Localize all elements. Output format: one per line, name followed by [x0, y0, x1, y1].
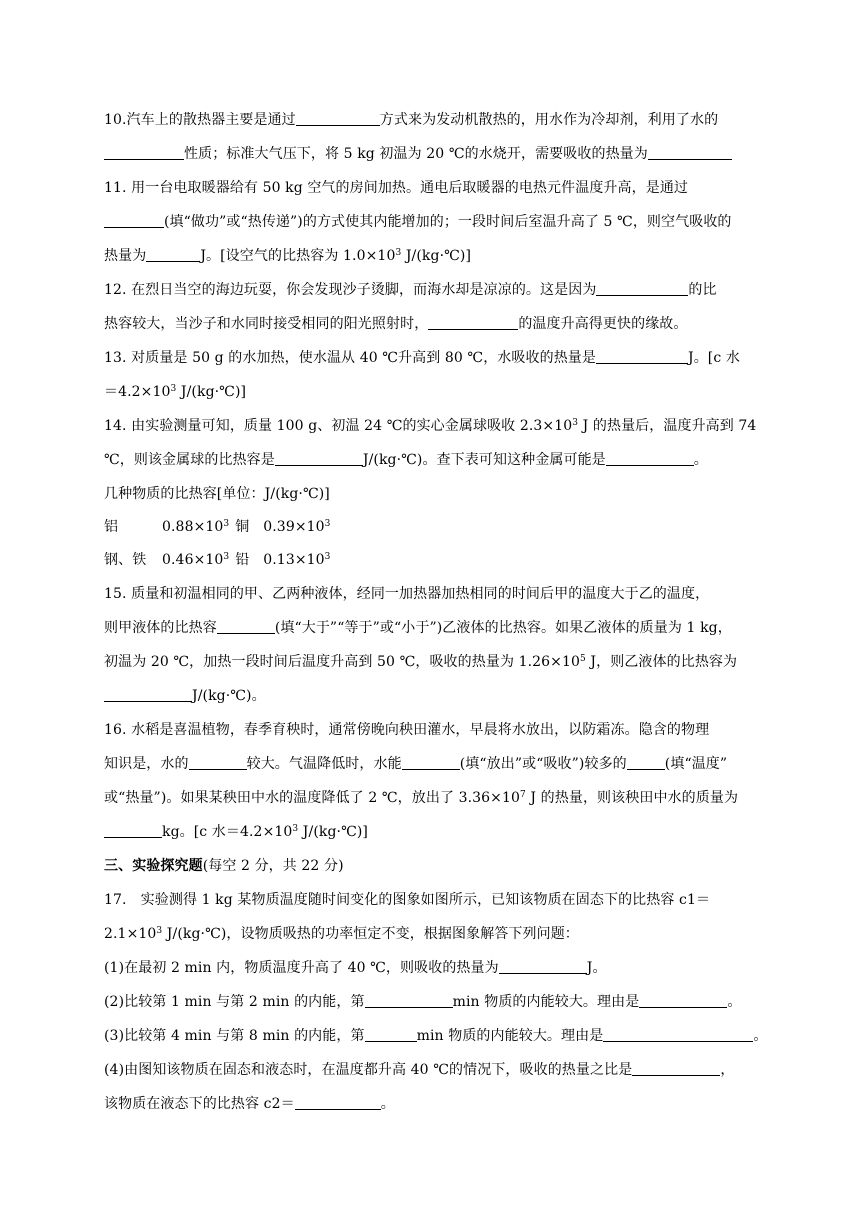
q16-text-c2: J 的热量，则该秧田中水的质量为	[525, 790, 739, 806]
q16-blank-4[interactable]	[104, 823, 162, 838]
q17-p1-text: (1)在最初 2 min 内，物质温度升高了 40 ℃，则吸收的热量为	[104, 960, 499, 976]
q14-blank-2[interactable]	[606, 451, 694, 466]
q15-line-4	[104, 687, 266, 705]
q11-text-b: (填“做功”或“热传递”)的方式使其内能增加的；一段时间后室温升高了 5 ℃，则空气吸收的	[164, 214, 732, 230]
q16-line-2	[104, 755, 727, 773]
q17-part-4	[104, 1061, 734, 1079]
table-value: 0.88×10	[162, 519, 224, 535]
q10-blank-1[interactable]	[296, 111, 380, 126]
q17-p3-text-a: (3)比较第 4 min 与第 8 min 的内能，第	[104, 1028, 365, 1044]
section-3-heading	[104, 857, 344, 875]
q17-part-1	[104, 959, 607, 977]
q15-line-2	[104, 619, 732, 637]
q10-line-2	[104, 145, 732, 163]
q12-text-a2: 的比	[688, 282, 717, 298]
q12-text-a1: 12. 在烈日当空的海边玩耍，你会发现沙子烫脚，而海水却是凉凉的。这是因为	[104, 282, 597, 298]
q15-blank-1[interactable]	[217, 619, 275, 634]
q17-blank-5[interactable]	[603, 1027, 753, 1042]
q15-text-c1: 初温为 20 ℃，加热一段时间后温度升高到 50 ℃，吸收的热量为 1.26×10	[104, 654, 581, 670]
q16-line-4	[104, 823, 368, 841]
q13-line-1	[104, 349, 740, 367]
q13-text-a1: 13. 对质量是 50 g 的水加热，使水温从 40 ℃升高到 80 ℃，水吸收的热量是	[104, 350, 596, 366]
table-material: 铅	[235, 552, 250, 568]
q15-text-b1: 则甲液体的比热容	[104, 620, 217, 636]
section-title: 三、实验探究题	[104, 858, 203, 874]
q16-text-a: 16. 水稻是喜温植物，春季育秧时，通常傍晚向秧田灌水，早晨将水放出，以防霜冻。隐含的物理	[104, 722, 710, 738]
q17-p3-text-b: min 物质的内能较大。理由是	[416, 1028, 604, 1044]
q14-table-title	[104, 485, 330, 503]
q14-text-a1: 14. 由实验测量可知，质量 100 g、初温 24 ℃的实心金属球吸收 2.3×10	[104, 418, 573, 434]
q17-part-5	[104, 1095, 395, 1113]
q17-text-b2: J/(kg·℃)，设物质吸热的功率恒定不变，根据图象解答下列问题：	[162, 926, 579, 942]
q17-p2-text-c: 。	[727, 994, 742, 1010]
q11-line-2	[104, 213, 732, 231]
q10-text-c: 性质；标准大气压下，将 5 kg 初温为 20 ℃的水烧开，需要吸收的热量为	[184, 146, 648, 162]
q10-blank-3[interactable]	[648, 145, 732, 160]
q11-text-c3: J/(kg·℃)]	[401, 248, 472, 264]
q11-text-c1: 热量为	[104, 248, 147, 264]
q14-exp: 3	[572, 418, 579, 428]
q17-blank-6[interactable]	[632, 1061, 720, 1076]
table-material: 钢、铁	[104, 552, 147, 568]
q14-text-a2: J 的热量后，温度升高到 74	[578, 418, 757, 434]
q15-line-3	[104, 653, 737, 671]
q17-p4-text-a: (4)由图知该物质在固态和液态时，在温度都升高 40 ℃的情况下，吸收的热量之比是	[104, 1062, 633, 1078]
q10-blank-2[interactable]	[104, 145, 184, 160]
q15-text-b2: (填“大于”“等于”或“小于”)乙液体的比热容。如果乙液体的质量为 1 kg，	[274, 620, 732, 636]
q15-blank-2[interactable]	[104, 687, 192, 702]
q16-exp: 7	[520, 790, 526, 800]
q17-line-1	[104, 891, 710, 909]
q16-text-b2: 较大。气温降低时，水能	[246, 756, 402, 772]
section-note: (每空 2 分，共 22 分)	[202, 858, 344, 874]
q16-text-c1: 或“热量”)。如果某秧田中水的温度降低了 2 ℃，放出了 3.36×10	[104, 790, 521, 806]
q12-line-1	[104, 281, 717, 299]
q16-blank-1[interactable]	[189, 755, 247, 770]
q13-blank-1[interactable]	[596, 349, 688, 364]
table-exp: 3	[223, 552, 230, 562]
table-exp: 3	[324, 552, 331, 562]
q12-text-b1: 热容较大，当沙子和水同时接受相同的阳光照射时，	[104, 316, 429, 332]
q17-part-2	[104, 993, 741, 1011]
q13-text-b2: J/(kg·℃)]	[176, 384, 247, 400]
q17-blank-3[interactable]	[639, 993, 727, 1008]
q11-text-a: 11. 用一台电取暖器给有 50 kg 空气的房间加热。通电后取暖器的电热元件温度升高，是通过	[104, 180, 689, 196]
q17-blank-1[interactable]	[499, 959, 587, 974]
q13-exp: 3	[170, 384, 177, 394]
q13-text-b1: ＝4.2×10	[104, 384, 171, 400]
q16-line-3	[104, 789, 738, 807]
q17-p1-unit: J。	[586, 960, 607, 976]
q17-text-a: 17. 实验测得 1 kg 某物质温度随时间变化的图象如图所示，已知该物质在固态下的比热容 c1＝	[104, 892, 711, 908]
q16-blank-3[interactable]	[627, 755, 665, 770]
q13-text-a2: J。[c 水	[688, 350, 740, 366]
q17-line-2	[104, 925, 579, 943]
q10-text-a: 10.汽车上的散热器主要是通过	[104, 112, 296, 128]
q17-exp: 3	[156, 926, 163, 936]
q12-blank-2[interactable]	[428, 315, 518, 330]
q15-line-1	[104, 585, 709, 603]
q14-text-b2: J/(kg·℃)。查下表可知这种金属可能是	[362, 452, 606, 468]
table-value: 0.46×10	[162, 552, 224, 568]
q11-line-1	[104, 179, 688, 197]
q12-text-b2: 的温度升高得更快的缘故。	[518, 316, 688, 332]
q14-blank-1[interactable]	[275, 451, 363, 466]
q15-exp: 5	[580, 654, 586, 664]
q17-p5-text-a: 该物质在液态下的比热容 c2＝	[104, 1096, 295, 1112]
q17-blank-7[interactable]	[295, 1095, 381, 1110]
q16-text-b3: (填“放出”或“吸收”)较多的	[459, 756, 627, 772]
q17-p2-text-b: min 物质的内能较大。理由是	[452, 994, 640, 1010]
q12-line-2	[104, 315, 688, 333]
q11-blank-2[interactable]	[146, 247, 200, 262]
q17-p4-text-b: ，	[720, 1062, 735, 1078]
q16-text-b4: (填“温度”	[664, 756, 728, 772]
q15-text-d: J/(kg·℃)。	[192, 688, 266, 704]
q16-text-d2: J/(kg·℃)]	[298, 824, 368, 840]
q17-blank-4[interactable]	[365, 1027, 417, 1042]
q17-p3-text-c: 。	[753, 1028, 768, 1044]
q14-text-b1: ℃，则该金属球的比热容是	[104, 452, 275, 468]
q17-part-3	[104, 1027, 767, 1045]
q16-exp-2: 3	[292, 824, 299, 834]
q14-text-b3: 。	[693, 452, 708, 468]
q15-text-c2: J，则乙液体的比热容为	[585, 654, 738, 670]
q16-blank-2[interactable]	[402, 755, 460, 770]
q16-line-1	[104, 721, 709, 739]
table-material: 铜	[235, 519, 250, 535]
q11-blank-1[interactable]	[104, 213, 164, 228]
q17-p2-text-a: (2)比较第 1 min 与第 2 min 的内能，第	[104, 994, 365, 1010]
q15-text-a: 15. 质量和初温相同的甲、乙两种液体，经同一加热器加热相同的时间后甲的温度大于乙的温度，	[104, 586, 710, 602]
q11-text-c2: J。[设空气的比热容为 1.0×10	[200, 248, 396, 264]
q17-text-b1: 2.1×10	[104, 926, 157, 942]
q16-text-d1: kg。[c 水＝4.2×10	[162, 824, 293, 840]
q13-line-2	[104, 383, 246, 401]
q12-blank-1[interactable]	[596, 281, 688, 296]
q11-exp: 3	[395, 248, 402, 258]
q17-blank-2[interactable]	[365, 993, 453, 1008]
q17-p5-text-b: 。	[380, 1096, 395, 1112]
table-title: 几种物质的比热容[单位：J/(kg·℃)]	[104, 486, 330, 502]
table-value: 0.39×10	[263, 519, 325, 535]
q14-line-2	[104, 451, 708, 469]
q16-text-b1: 知识是，水的	[104, 756, 189, 772]
q10-text-b: 方式来为发动机散热的，用水作为冷却剂，利用了水的	[379, 112, 719, 128]
q14-table-row-1	[104, 518, 331, 536]
table-material: 铝	[104, 519, 119, 535]
q14-table-row-2	[104, 551, 331, 569]
table-value: 0.13×10	[263, 552, 325, 568]
q11-line-3	[104, 247, 471, 265]
table-exp: 3	[324, 519, 331, 529]
table-exp: 3	[223, 519, 230, 529]
q10-line-1	[104, 111, 718, 129]
q14-line-1	[104, 417, 756, 435]
